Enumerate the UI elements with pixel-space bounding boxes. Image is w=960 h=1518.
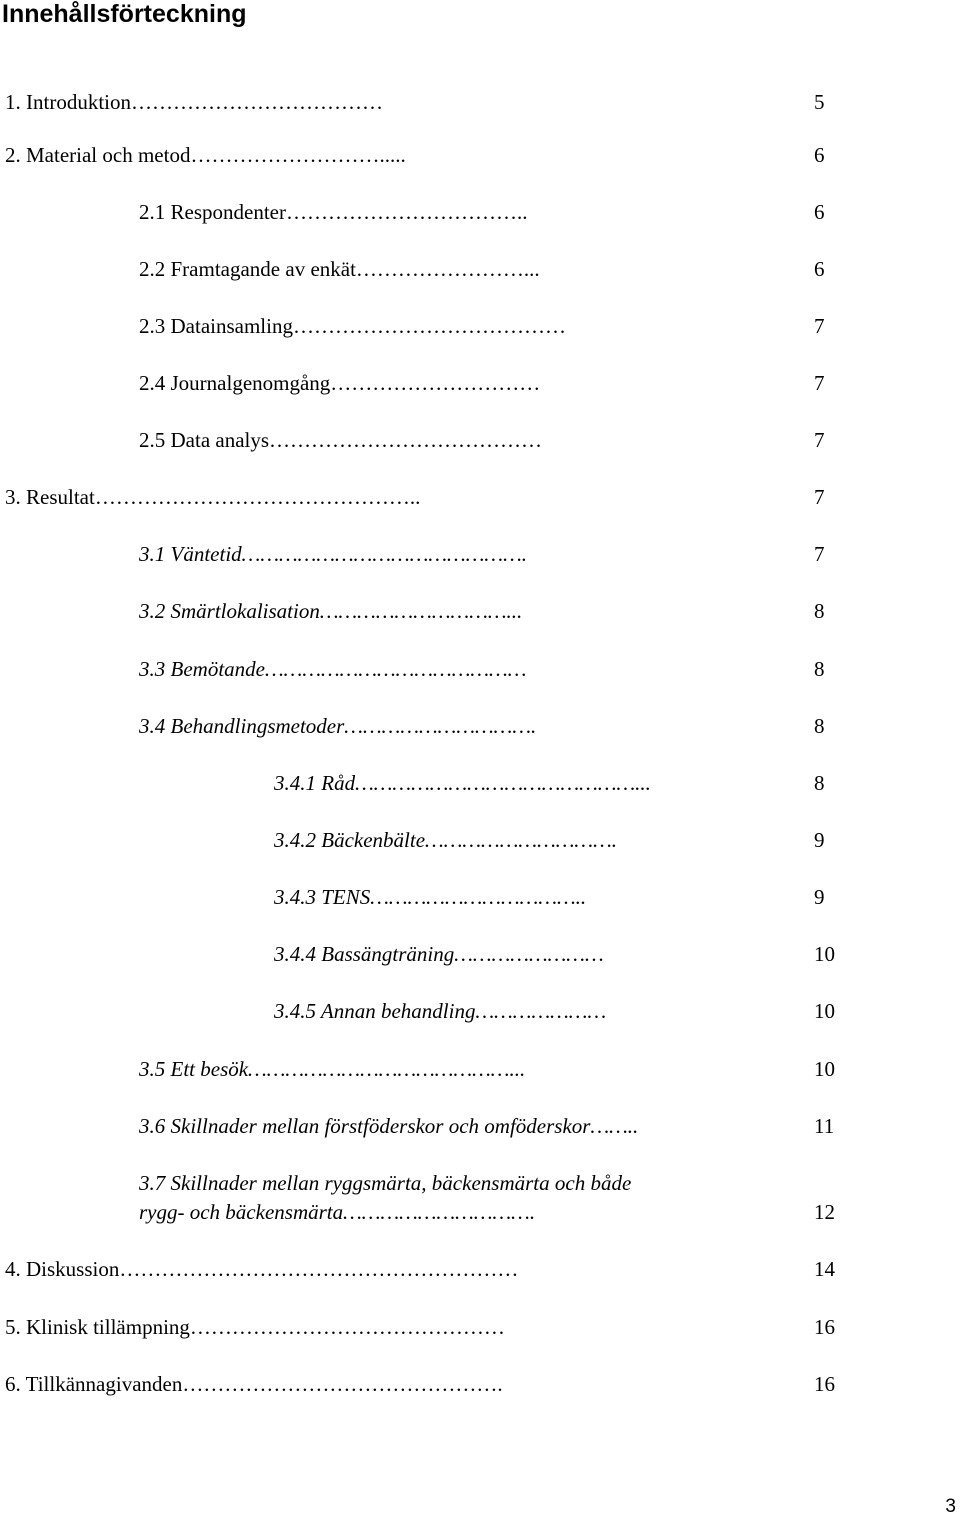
toc-entry-material-och-metod: 2. Material och metod………………………..... (5, 143, 406, 167)
toc-entry-tillkannagivanden: 6. Tillkännagivanden………………………………………. (5, 1372, 503, 1396)
toc-entry-ett-besok: 3.5 Ett besök……………………………………... (139, 1057, 526, 1081)
toc-page-number: 8 (814, 657, 825, 681)
toc-page-number: 6 (814, 143, 825, 167)
toc-entry-backenbalte: 3.4.2 Bäckenbälte…………………………. (274, 828, 618, 852)
toc-page-number: 6 (814, 200, 825, 224)
toc-page-number: 7 (814, 371, 825, 395)
toc-page-number: 12 (814, 1200, 835, 1224)
toc-page-number: 6 (814, 257, 825, 281)
toc-page-number: 14 (814, 1257, 835, 1281)
toc-page-number: 16 (814, 1315, 835, 1339)
toc-entry-behandlingsmetoder: 3.4 Behandlingsmetoder…………………………. (139, 714, 537, 738)
toc-page-number: 8 (814, 771, 825, 795)
toc-page-number: 11 (814, 1114, 835, 1138)
toc-entry-rad: 3.4.1 Råd………………………………………... (274, 771, 651, 795)
toc-page-number: 7 (814, 542, 825, 566)
toc-entry-framtagande-av-enkat: 2.2 Framtagande av enkät……………………... (139, 257, 540, 281)
toc-page-number: 10 (814, 942, 835, 966)
toc-page-number: 9 (814, 885, 825, 909)
page-number: 3 (945, 1496, 956, 1517)
toc-entry-klinisk-tillampning: 5. Klinisk tillämpning……………………………………… (5, 1315, 505, 1339)
toc-entry-datainsamling: 2.3 Datainsamling………………………………… (139, 314, 566, 338)
toc-entry-resultat: 3. Resultat……………………………………….. (5, 485, 421, 509)
toc-page-number: 9 (814, 828, 825, 852)
toc-entry-tens: 3.4.3 TENS…………………………….. (274, 885, 587, 909)
toc-entry-skillnader-ryggsmarta: 3.7 Skillnader mellan ryggsmärta, bäckensmärta och både (139, 1171, 632, 1195)
toc-entry-journalgenomgang: 2.4 Journalgenomgång………………………… (139, 371, 541, 395)
toc-entry-introduktion: 1. Introduktion……………………………… (5, 90, 383, 114)
toc-entry-annan-behandling: 3.4.5 Annan behandling………………… (274, 999, 607, 1023)
toc-entry-data-analys: 2.5 Data analys………………………………… (139, 428, 543, 452)
toc-entry-vantetid: 3.1 Väntetid………………………………………. (139, 542, 527, 566)
toc-page-number: 10 (814, 999, 835, 1023)
toc-page-number: 10 (814, 1057, 835, 1081)
toc-page-number: 7 (814, 485, 825, 509)
toc-page-number: 8 (814, 714, 825, 738)
toc-entry-smartlokalisation: 3.2 Smärtlokalisation…………………………... (139, 599, 523, 623)
toc-entry-diskussion: 4. Diskussion………………………………………………… (5, 1257, 519, 1281)
toc-entry-skillnader-ryggsmarta-cont: rygg- och bäckensmärta…………………………. (139, 1200, 536, 1224)
toc-entry-bemotande: 3.3 Bemötande…………………………………… (139, 657, 527, 681)
page-title: Innehållsförteckning (2, 0, 247, 28)
toc-entry-respondenter: 2.1 Respondenter…………………………….. (139, 200, 528, 224)
toc-page-number: 16 (814, 1372, 835, 1396)
toc-entry-skillnader-forstfoderskor: 3.6 Skillnader mellan förstföderskor och omföderskor…….. (139, 1114, 639, 1138)
toc-page-number: 7 (814, 314, 825, 338)
toc-entry-bassangtraning: 3.4.4 Bassängträning…………………… (274, 942, 604, 966)
toc-page-number: 8 (814, 599, 825, 623)
toc-page-number: 5 (814, 90, 825, 114)
toc-page-number: 7 (814, 428, 825, 452)
